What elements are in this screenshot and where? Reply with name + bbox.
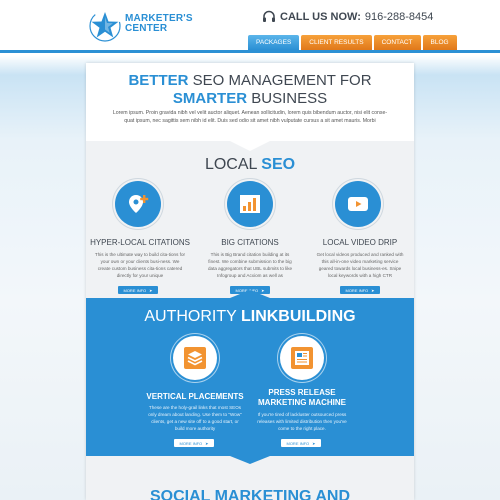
arrow-right-icon: ➤	[261, 287, 265, 293]
section-divider-arrow	[230, 287, 270, 298]
feature-icon-circle	[227, 181, 273, 227]
hero-title-emph-1: BETTER	[128, 72, 189, 89]
more-info-label: MORE INFO	[179, 440, 203, 446]
feature-title: LOCAL VIDEO DRIP	[322, 238, 398, 247]
feature-text: These are the holy-grail links that most SEOs only dream about landing. Use them to "Wow" clients, get a new site off to a good start, or build more authority	[148, 405, 242, 431]
more-info-label: MORE INFO	[345, 287, 369, 293]
feature-title: BIG CITATIONS	[221, 238, 279, 247]
authority-title-b: LINKBUILDING	[240, 308, 356, 325]
video-play-icon	[346, 192, 370, 216]
authority-title	[86, 308, 414, 326]
feature-icon-circle	[115, 181, 161, 227]
feature-text: This is Big Brand citation building at its finest. We combine submission to the big data aggregators that UBL submits to like Infogroup and Acxiom as well as	[207, 252, 293, 278]
feature-local-video-drip	[306, 141, 414, 298]
more-info-label: MORE INFO	[123, 287, 147, 293]
feature-text: If you're tired of lackluster outsourced press releases with limited distribution then you've come to the right place.	[257, 412, 347, 431]
feature-icon-circle	[335, 181, 381, 227]
feature-title: HYPER-LOCAL CITATIONS	[90, 238, 190, 247]
hero-paragraph: Lorem ipsum. Proin gravida nibh vel velit auctor aliquet. Aenean sollicitudin, lorem quis bibendum auctor, nisi elit conse-quat ipsum, nec sagittis sem nibh id elit. Duis sed odio sit amet nibh vulputate cursus a sit amet mauris. Morbi	[112, 110, 388, 124]
brand-line-1: MARKETER'S	[125, 13, 193, 24]
nav-packages[interactable]: PACKAGES	[248, 35, 299, 50]
newspaper-icon	[288, 344, 316, 372]
arrow-right-icon: ➤	[205, 440, 209, 446]
feature-text: This is the ultimate way to build cita-tions for your own or your clients busi-ness. We create custom business cita-tions catered directly for your unique	[94, 252, 186, 278]
more-info-label: MORE INFO	[235, 287, 259, 293]
feature-title-line-2: MARKETING MACHINE	[258, 398, 346, 407]
phone-number[interactable]: 916-288-8454	[364, 11, 434, 23]
more-info-button[interactable]	[118, 286, 158, 294]
authority-title-a: AUTHORITY	[144, 308, 241, 325]
star-logo-icon	[87, 8, 123, 44]
hero-section	[86, 63, 414, 141]
feature-hyper-local-citations	[86, 141, 194, 298]
map-pin-plus-icon	[125, 191, 151, 217]
nav-blog[interactable]: BLOG	[423, 35, 457, 50]
layers-icon	[181, 344, 209, 372]
headset-icon	[262, 10, 276, 24]
more-info-label: MORE INFO	[286, 440, 310, 446]
arrow-right-icon: ➤	[149, 287, 153, 293]
feature-text: Get local videos produced and ranked with this all-in-one video marketing service geared towards local business-es. Snipe local keywords with a high CTR	[316, 252, 404, 278]
arrow-right-icon: ➤	[312, 440, 316, 446]
brand-line-2: CENTER	[125, 23, 168, 34]
bar-chart-icon	[238, 192, 262, 216]
nav-underline	[0, 50, 500, 53]
hero-title-emph-2: SMARTER	[172, 90, 248, 107]
local-seo-title-a: LOCAL	[204, 156, 262, 173]
authority-linkbuilding-section	[86, 298, 414, 456]
social-marketing-section	[86, 456, 414, 500]
feature-big-citations	[196, 141, 304, 298]
feature-icon-circle	[173, 336, 217, 380]
main-nav	[248, 35, 459, 50]
phone-label: CALL US NOW:	[280, 11, 361, 23]
local-seo-title-b: SEO	[261, 156, 296, 173]
logo[interactable]	[87, 8, 193, 44]
hero-title-rest-1: SEO MANAGEMENT FOR	[188, 72, 372, 89]
phone-block	[262, 9, 433, 25]
more-info-button[interactable]	[174, 439, 214, 447]
social-title: SOCIAL MARKETING AND	[150, 488, 350, 500]
hero-title	[86, 72, 414, 108]
more-info-button[interactable]	[281, 439, 321, 447]
feature-title	[234, 388, 370, 408]
feature-icon-circle	[280, 336, 324, 380]
feature-title-line-1: PRESS RELEASE	[268, 388, 336, 397]
nav-contact[interactable]: CONTACT	[374, 35, 421, 50]
nav-client-results[interactable]: CLIENT RESULTS	[301, 35, 371, 50]
section-divider-arrow	[230, 456, 270, 464]
site-header	[0, 0, 500, 62]
local-seo-section	[86, 141, 414, 298]
brand-name	[125, 14, 193, 34]
more-info-button[interactable]	[340, 286, 380, 294]
arrow-right-icon: ➤	[371, 287, 375, 293]
hero-title-rest-2: BUSINESS	[247, 90, 328, 107]
content-card	[86, 63, 414, 500]
feature-title: VERTICAL PLACEMENTS	[146, 392, 244, 401]
